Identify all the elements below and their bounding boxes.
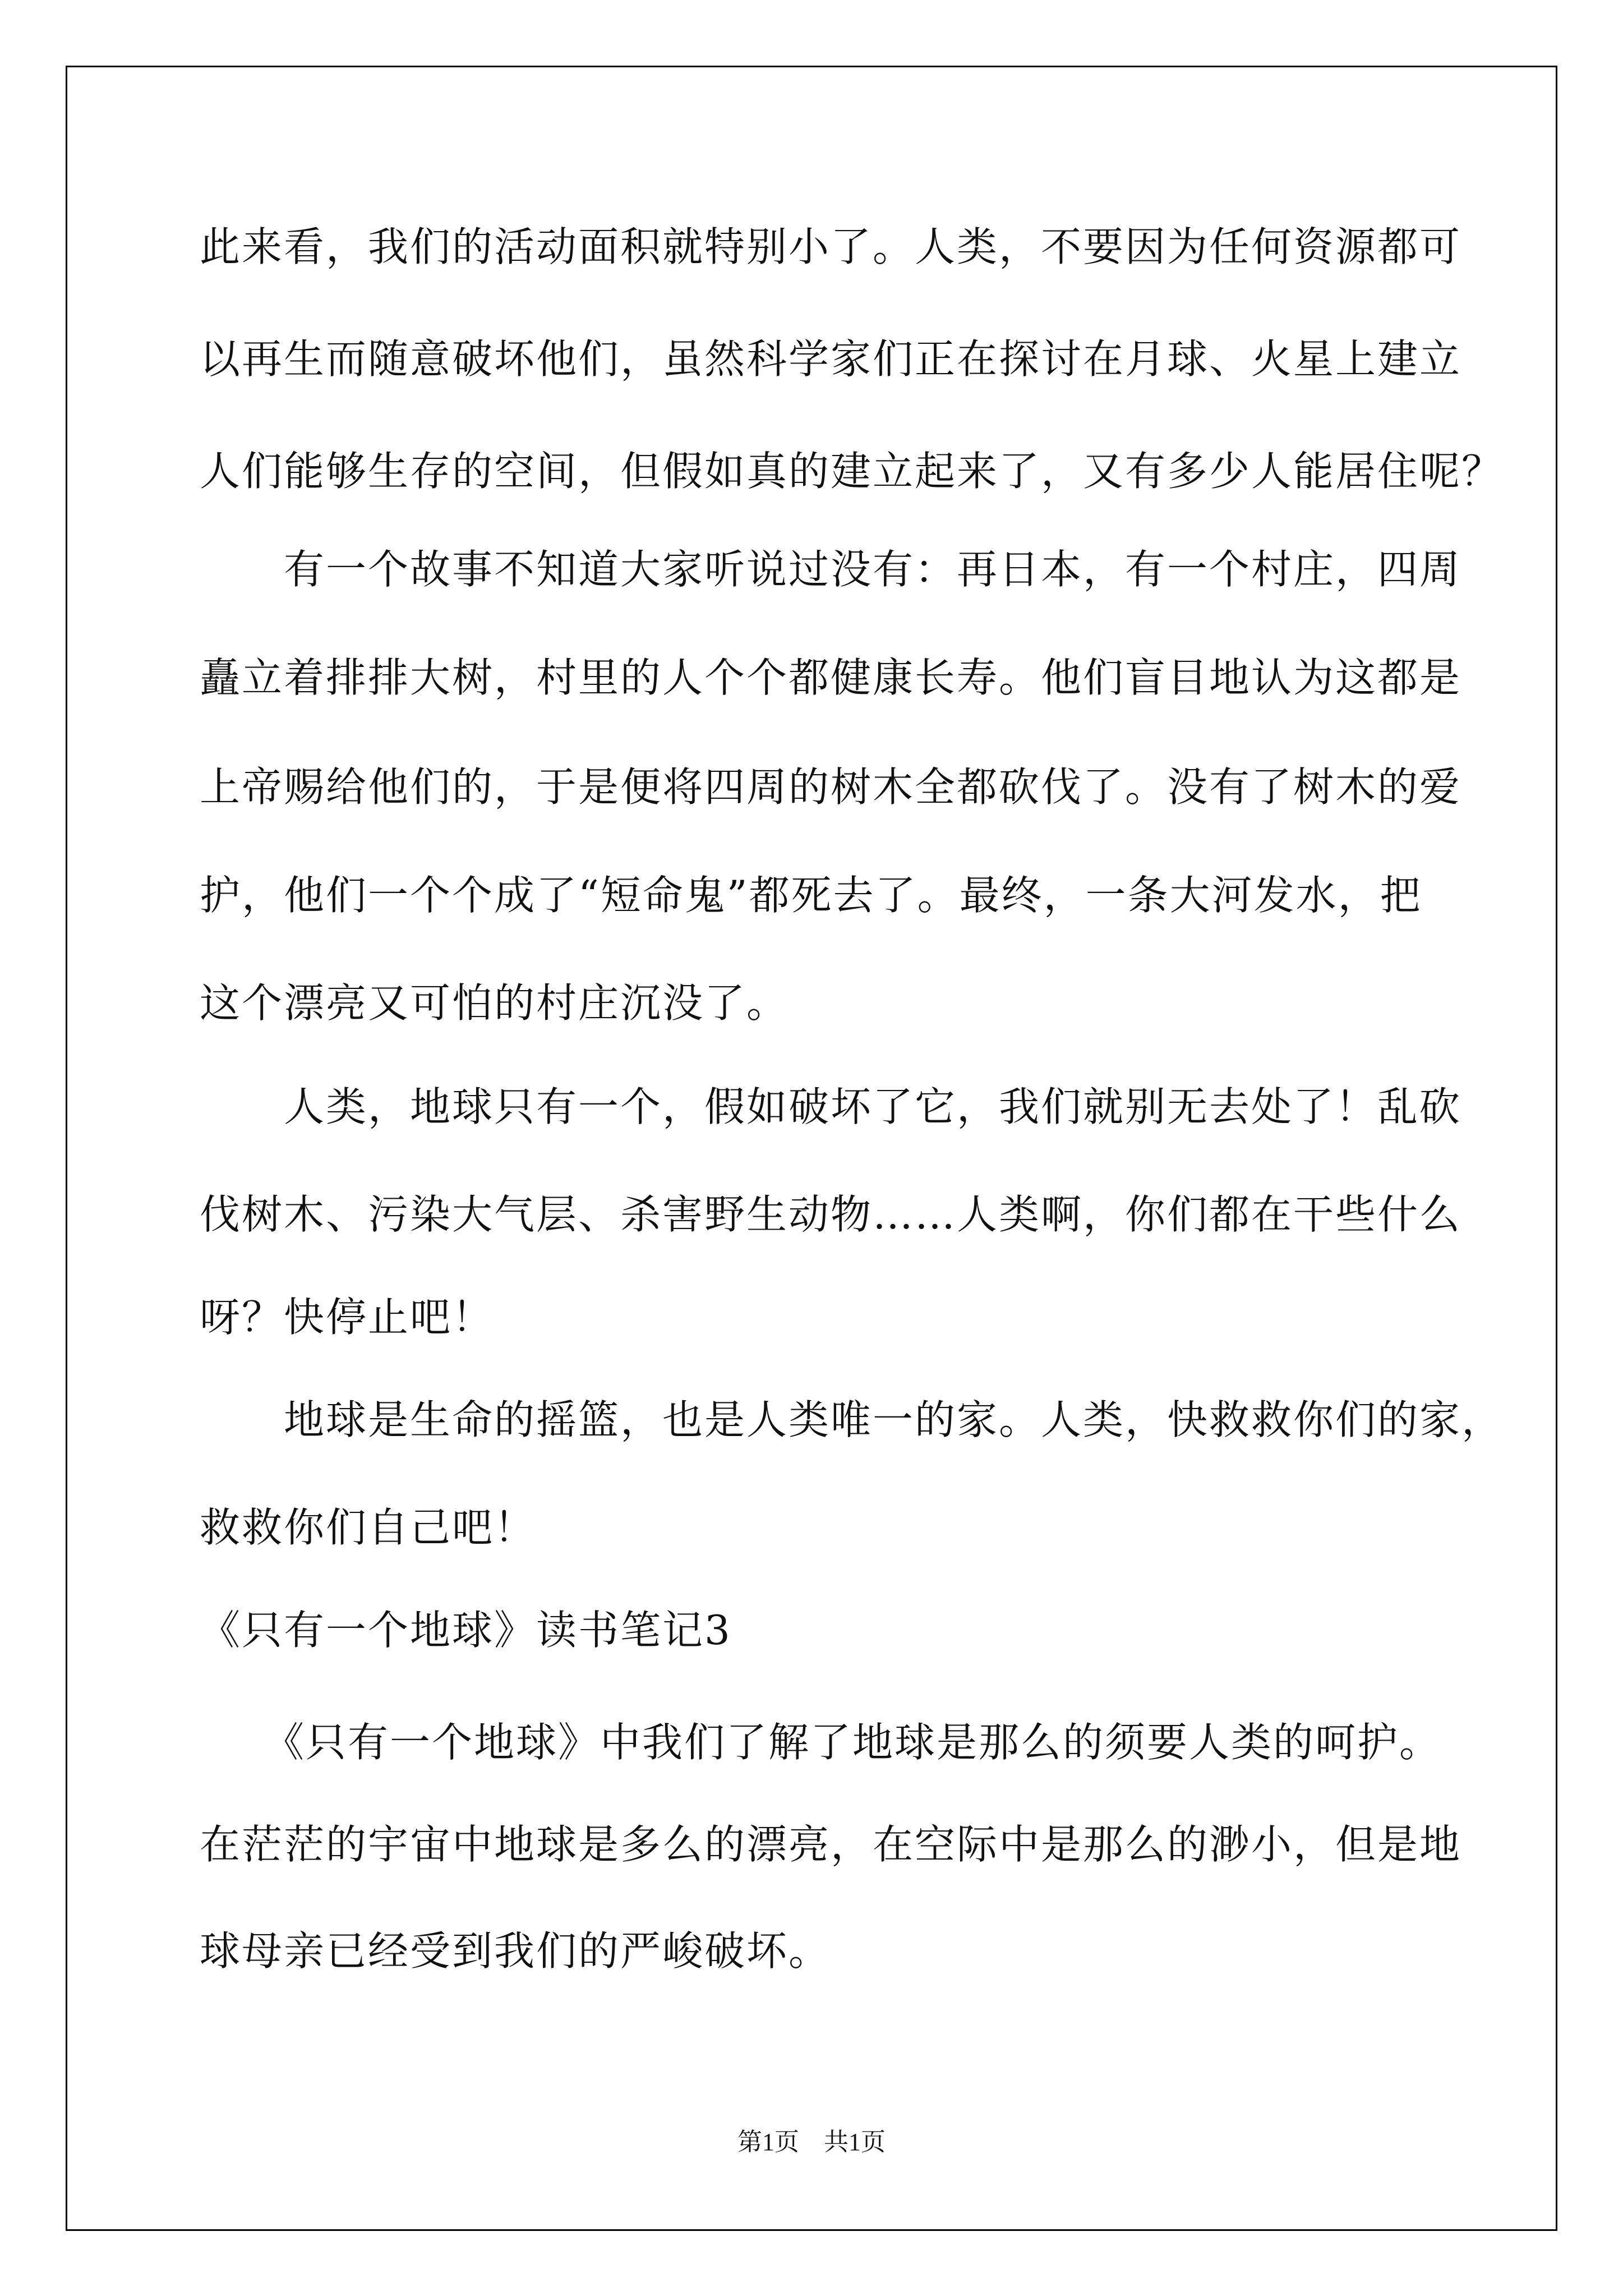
page-border [66,66,1557,2231]
body-line: 人们能够生存的空间，但假如真的建立起来了，又有多少人能居住呢？ [200,448,1504,495]
body-line: 此来看，我们的活动面积就特别小了。人类，不要因为任何资源都可 [200,223,1462,270]
body-line: 护，他们一个个成了“短命鬼”都死去了。最终，一条大河发水，把 [200,872,1422,919]
body-line: 这个漂亮又可怕的村庄沉没了。 [200,979,789,1027]
body-line: 以再生而随意破坏他们，虽然科学家们正在探讨在月球、火星上建立 [200,335,1462,383]
page-footer: 第1页 共1页 [737,2128,886,2156]
body-line: 地球是生命的摇篮，也是人类唯一的家。人类，快救救你们的家， [200,1396,1504,1443]
body-line: 上帝赐给他们的，于是便将四周的树木全都砍伐了。没有了树木的爱 [200,763,1462,811]
body-line: 在茫茫的宇宙中地球是多么的漂亮，在空际中是那么的渺小，但是地 [200,1821,1462,1868]
section-heading: 《只有一个地球》读书笔记3 [200,1607,732,1654]
body-line: 矗立着排排大树，村里的人个个都健康长寿。他们盲目地认为这都是 [200,654,1462,701]
body-line: 有一个故事不知道大家听说过没有：再日本，有一个村庄，四周 [200,546,1462,593]
body-line: 球母亲已经受到我们的严峻破坏。 [200,1927,831,1975]
body-line: 人类，地球只有一个，假如破坏了它，我们就别无去处了！乱砍 [200,1083,1462,1130]
body-line: 《只有一个地球》中我们了解了地球是那么的须要人类的呵护。 [200,1719,1442,1766]
body-line: 救救你们自己吧！ [200,1504,537,1551]
body-line: 伐树木、污染大气层、杀害野生动物……人类啊，你们都在干些什么 [200,1191,1462,1238]
body-line: 呀？快停止吧！ [200,1294,495,1341]
